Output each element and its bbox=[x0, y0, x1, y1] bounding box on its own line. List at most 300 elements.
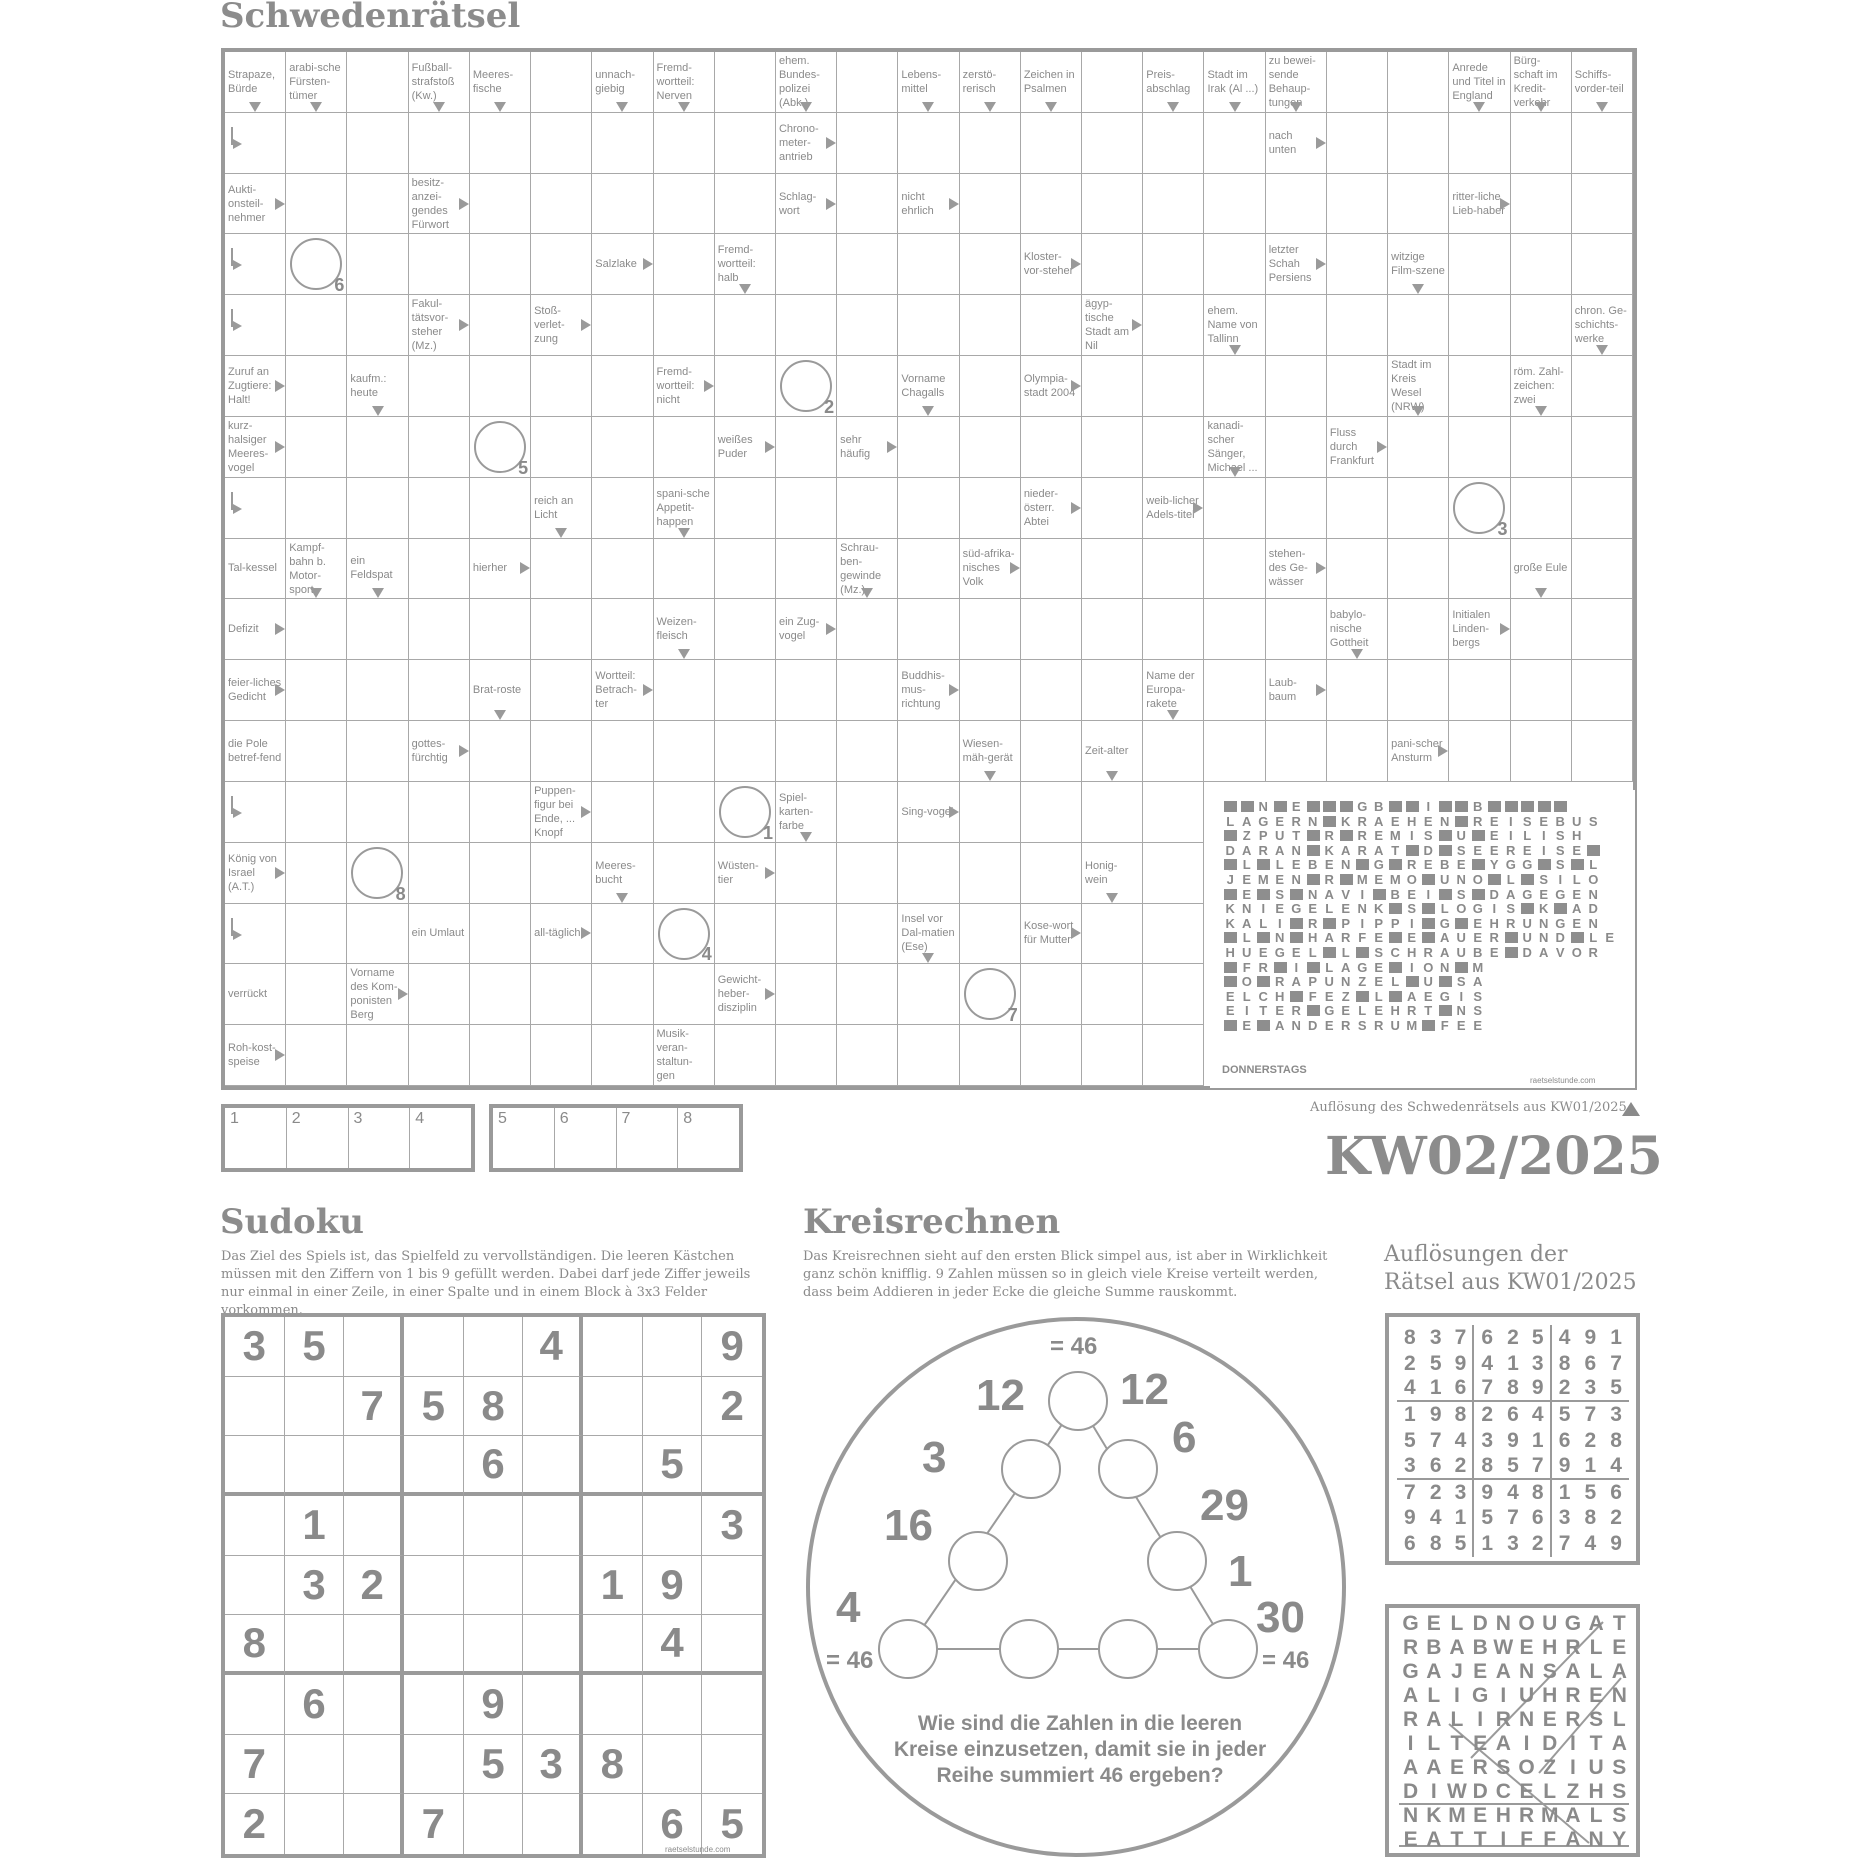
answer-cell[interactable] bbox=[1572, 599, 1633, 660]
sudoku-cell[interactable] bbox=[643, 1317, 703, 1377]
answer-cell[interactable] bbox=[1449, 356, 1510, 417]
answer-cell[interactable] bbox=[898, 721, 959, 782]
answer-cell[interactable] bbox=[1021, 599, 1082, 660]
answer-cell[interactable] bbox=[592, 295, 653, 356]
answer-cell[interactable] bbox=[776, 904, 837, 965]
answer-cell[interactable] bbox=[409, 599, 470, 660]
answer-cell[interactable] bbox=[1449, 113, 1510, 174]
answer-cell[interactable] bbox=[347, 417, 408, 478]
sudoku-cell[interactable] bbox=[643, 1377, 703, 1437]
answer-cell[interactable] bbox=[470, 843, 531, 904]
answer-cell[interactable] bbox=[592, 417, 653, 478]
answer-cell[interactable] bbox=[837, 964, 898, 1025]
answer-cell[interactable] bbox=[347, 843, 408, 904]
answer-cell[interactable] bbox=[1143, 295, 1204, 356]
answer-cell[interactable] bbox=[347, 1025, 408, 1086]
answer-cell[interactable] bbox=[470, 904, 531, 965]
answer-cell[interactable] bbox=[1572, 721, 1633, 782]
answer-cell[interactable] bbox=[776, 417, 837, 478]
answer-cell[interactable] bbox=[1327, 234, 1388, 295]
sudoku-cell[interactable] bbox=[225, 1556, 285, 1616]
answer-cell[interactable] bbox=[1082, 660, 1143, 721]
answer-cell[interactable] bbox=[654, 234, 715, 295]
answer-cell[interactable] bbox=[409, 234, 470, 295]
answer-cell[interactable] bbox=[1572, 113, 1633, 174]
answer-cell[interactable] bbox=[347, 113, 408, 174]
answer-cell[interactable] bbox=[1266, 174, 1327, 235]
sudoku-cell[interactable] bbox=[344, 1615, 404, 1675]
answer-cell[interactable] bbox=[470, 234, 531, 295]
answer-cell[interactable] bbox=[225, 478, 286, 539]
sudoku-cell[interactable] bbox=[344, 1436, 404, 1496]
answer-cell[interactable] bbox=[1204, 478, 1265, 539]
answer-cell[interactable] bbox=[837, 1025, 898, 1086]
answer-cell[interactable] bbox=[347, 599, 408, 660]
answer-cell[interactable] bbox=[531, 539, 592, 600]
answer-cell[interactable] bbox=[1143, 417, 1204, 478]
sudoku-cell[interactable] bbox=[702, 1556, 762, 1616]
answer-cell[interactable] bbox=[592, 1025, 653, 1086]
answer-cell[interactable] bbox=[409, 356, 470, 417]
answer-cell[interactable] bbox=[225, 782, 286, 843]
answer-box-cell[interactable]: 3 bbox=[349, 1108, 411, 1168]
answer-cell[interactable] bbox=[776, 964, 837, 1025]
answer-cell[interactable] bbox=[286, 113, 347, 174]
answer-cell[interactable] bbox=[1204, 660, 1265, 721]
answer-cell[interactable] bbox=[1511, 660, 1572, 721]
answer-cell[interactable] bbox=[470, 295, 531, 356]
answer-cell[interactable] bbox=[1266, 417, 1327, 478]
answer-cell[interactable] bbox=[776, 721, 837, 782]
answer-cell[interactable] bbox=[1327, 539, 1388, 600]
answer-cell[interactable] bbox=[715, 599, 776, 660]
sudoku-cell[interactable] bbox=[464, 1794, 524, 1854]
answer-cell[interactable] bbox=[409, 417, 470, 478]
answer-cell[interactable] bbox=[715, 904, 776, 965]
answer-cell[interactable] bbox=[1449, 478, 1510, 539]
answer-cell[interactable] bbox=[898, 843, 959, 904]
answer-cell[interactable] bbox=[715, 539, 776, 600]
answer-cell[interactable] bbox=[1388, 295, 1449, 356]
answer-cell[interactable] bbox=[1327, 478, 1388, 539]
sudoku-cell[interactable] bbox=[344, 1794, 404, 1854]
answer-cell[interactable] bbox=[1511, 478, 1572, 539]
answer-cell[interactable] bbox=[654, 660, 715, 721]
answer-cell[interactable] bbox=[592, 478, 653, 539]
answer-box-cell[interactable]: 6 bbox=[555, 1108, 617, 1168]
answer-cell[interactable] bbox=[286, 964, 347, 1025]
answer-cell[interactable] bbox=[347, 660, 408, 721]
answer-cell[interactable] bbox=[1572, 539, 1633, 600]
answer-cell[interactable] bbox=[286, 174, 347, 235]
answer-cell[interactable] bbox=[960, 478, 1021, 539]
answer-cell[interactable] bbox=[1143, 174, 1204, 235]
answer-cell[interactable] bbox=[654, 782, 715, 843]
sudoku-cell[interactable] bbox=[285, 1794, 345, 1854]
answer-cell[interactable] bbox=[531, 843, 592, 904]
answer-cell[interactable] bbox=[1082, 113, 1143, 174]
answer-cell[interactable] bbox=[1327, 356, 1388, 417]
answer-cell[interactable] bbox=[1021, 721, 1082, 782]
sudoku-cell[interactable] bbox=[702, 1436, 762, 1496]
answer-cell[interactable] bbox=[286, 782, 347, 843]
answer-cell[interactable] bbox=[531, 1025, 592, 1086]
answer-box-cell[interactable]: 8 bbox=[683, 1110, 693, 1127]
answer-cell[interactable] bbox=[1082, 356, 1143, 417]
answer-cell[interactable] bbox=[960, 113, 1021, 174]
sudoku-cell[interactable] bbox=[523, 1794, 583, 1854]
answer-cell[interactable] bbox=[347, 295, 408, 356]
sudoku-cell[interactable] bbox=[285, 1615, 345, 1675]
answer-cell[interactable] bbox=[776, 356, 837, 417]
answer-cell[interactable] bbox=[1143, 599, 1204, 660]
answer-cell[interactable] bbox=[592, 113, 653, 174]
answer-cell[interactable] bbox=[1021, 174, 1082, 235]
answer-cell[interactable] bbox=[1021, 1025, 1082, 1086]
answer-cell[interactable] bbox=[470, 721, 531, 782]
answer-cell[interactable] bbox=[960, 356, 1021, 417]
answer-cell[interactable] bbox=[592, 721, 653, 782]
answer-box-cell[interactable]: 5 bbox=[493, 1108, 555, 1168]
answer-cell[interactable] bbox=[286, 599, 347, 660]
answer-cell[interactable] bbox=[898, 234, 959, 295]
sudoku-cell[interactable] bbox=[583, 1675, 643, 1735]
sudoku-cell[interactable] bbox=[643, 1496, 703, 1556]
answer-cell[interactable] bbox=[286, 904, 347, 965]
answer-cell[interactable] bbox=[592, 174, 653, 235]
sudoku-cell[interactable] bbox=[583, 1317, 643, 1377]
answer-cell[interactable] bbox=[715, 782, 776, 843]
answer-cell[interactable] bbox=[654, 113, 715, 174]
answer-cell[interactable] bbox=[1388, 52, 1449, 113]
answer-cell[interactable] bbox=[654, 417, 715, 478]
answer-cell[interactable] bbox=[1511, 234, 1572, 295]
answer-cell[interactable] bbox=[286, 478, 347, 539]
answer-cell[interactable] bbox=[409, 1025, 470, 1086]
answer-cell[interactable] bbox=[1082, 417, 1143, 478]
answer-cell[interactable] bbox=[531, 113, 592, 174]
answer-cell[interactable] bbox=[1266, 478, 1327, 539]
sudoku-cell[interactable] bbox=[643, 1735, 703, 1795]
answer-cell[interactable] bbox=[531, 660, 592, 721]
answer-cell[interactable] bbox=[1266, 721, 1327, 782]
sudoku-cell[interactable] bbox=[583, 1794, 643, 1854]
answer-box-cell[interactable]: 4 bbox=[415, 1110, 425, 1127]
answer-cell[interactable] bbox=[470, 1025, 531, 1086]
answer-cell[interactable] bbox=[592, 964, 653, 1025]
answer-cell[interactable] bbox=[837, 721, 898, 782]
answer-cell[interactable] bbox=[1327, 174, 1388, 235]
answer-cell[interactable] bbox=[960, 660, 1021, 721]
sudoku-cell[interactable] bbox=[225, 1436, 285, 1496]
answer-cell[interactable] bbox=[837, 295, 898, 356]
answer-cell[interactable] bbox=[286, 356, 347, 417]
answer-cell[interactable] bbox=[225, 234, 286, 295]
sudoku-cell[interactable] bbox=[344, 1675, 404, 1735]
answer-cell[interactable] bbox=[1327, 721, 1388, 782]
answer-cell[interactable] bbox=[592, 904, 653, 965]
answer-cell[interactable] bbox=[409, 782, 470, 843]
answer-cell[interactable] bbox=[715, 721, 776, 782]
answer-cell[interactable] bbox=[1143, 356, 1204, 417]
sudoku-cell[interactable] bbox=[583, 1377, 643, 1437]
answer-cell[interactable] bbox=[1143, 721, 1204, 782]
sudoku-cell[interactable] bbox=[344, 1735, 404, 1795]
answer-cell[interactable] bbox=[531, 964, 592, 1025]
answer-cell[interactable] bbox=[1266, 356, 1327, 417]
answer-cell[interactable] bbox=[1327, 660, 1388, 721]
answer-cell[interactable] bbox=[470, 478, 531, 539]
sudoku-cell[interactable] bbox=[464, 1615, 524, 1675]
sudoku-cell[interactable] bbox=[404, 1675, 464, 1735]
sudoku-cell[interactable] bbox=[702, 1675, 762, 1735]
answer-cell[interactable] bbox=[225, 113, 286, 174]
answer-cell[interactable] bbox=[1572, 356, 1633, 417]
answer-cell[interactable] bbox=[1449, 539, 1510, 600]
answer-cell[interactable] bbox=[837, 660, 898, 721]
answer-cell[interactable] bbox=[470, 174, 531, 235]
sudoku-cell[interactable] bbox=[285, 1436, 345, 1496]
answer-cell[interactable] bbox=[347, 904, 408, 965]
answer-cell[interactable] bbox=[898, 113, 959, 174]
answer-cell[interactable] bbox=[1449, 295, 1510, 356]
answer-cell[interactable] bbox=[1511, 113, 1572, 174]
answer-cell[interactable] bbox=[960, 417, 1021, 478]
answer-cell[interactable] bbox=[960, 843, 1021, 904]
answer-cell[interactable] bbox=[715, 356, 776, 417]
answer-cell[interactable] bbox=[1388, 113, 1449, 174]
answer-cell[interactable] bbox=[531, 52, 592, 113]
sudoku-cell[interactable] bbox=[464, 1556, 524, 1616]
answer-cell[interactable] bbox=[347, 52, 408, 113]
answer-cell[interactable] bbox=[531, 721, 592, 782]
answer-cell[interactable] bbox=[1511, 417, 1572, 478]
answer-cell[interactable] bbox=[1449, 721, 1510, 782]
answer-cell[interactable] bbox=[715, 113, 776, 174]
answer-cell[interactable] bbox=[1082, 1025, 1143, 1086]
answer-cell[interactable] bbox=[960, 599, 1021, 660]
answer-cell[interactable] bbox=[1204, 721, 1265, 782]
answer-cell[interactable] bbox=[286, 721, 347, 782]
answer-cell[interactable] bbox=[837, 174, 898, 235]
answer-cell[interactable] bbox=[409, 843, 470, 904]
answer-cell[interactable] bbox=[960, 295, 1021, 356]
answer-cell[interactable] bbox=[1572, 234, 1633, 295]
answer-cell[interactable] bbox=[1021, 539, 1082, 600]
answer-cell[interactable] bbox=[1082, 904, 1143, 965]
answer-cell[interactable] bbox=[1327, 113, 1388, 174]
answer-cell[interactable] bbox=[1143, 1025, 1204, 1086]
answer-cell[interactable] bbox=[470, 356, 531, 417]
answer-cell[interactable] bbox=[409, 964, 470, 1025]
answer-cell[interactable] bbox=[1021, 113, 1082, 174]
answer-cell[interactable] bbox=[286, 417, 347, 478]
answer-cell[interactable] bbox=[837, 782, 898, 843]
answer-cell[interactable] bbox=[1449, 234, 1510, 295]
answer-cell[interactable] bbox=[1572, 174, 1633, 235]
sudoku-cell[interactable] bbox=[404, 1556, 464, 1616]
answer-box-right[interactable] bbox=[489, 1104, 743, 1172]
answer-cell[interactable] bbox=[1204, 113, 1265, 174]
sudoku-cell[interactable] bbox=[404, 1436, 464, 1496]
sudoku-cell[interactable] bbox=[225, 1675, 285, 1735]
answer-cell[interactable] bbox=[960, 174, 1021, 235]
sudoku-cell[interactable] bbox=[464, 1496, 524, 1556]
sudoku-cell[interactable] bbox=[523, 1615, 583, 1675]
answer-cell[interactable] bbox=[1572, 417, 1633, 478]
sudoku-cell[interactable] bbox=[344, 1317, 404, 1377]
answer-cell[interactable] bbox=[715, 295, 776, 356]
answer-cell[interactable] bbox=[1082, 539, 1143, 600]
answer-cell[interactable] bbox=[592, 782, 653, 843]
answer-cell[interactable] bbox=[1572, 478, 1633, 539]
answer-cell[interactable] bbox=[837, 113, 898, 174]
answer-cell[interactable] bbox=[1082, 599, 1143, 660]
answer-cell[interactable] bbox=[1143, 904, 1204, 965]
answer-cell[interactable] bbox=[1327, 52, 1388, 113]
answer-cell[interactable] bbox=[1511, 721, 1572, 782]
answer-cell[interactable] bbox=[898, 1025, 959, 1086]
answer-cell[interactable] bbox=[715, 660, 776, 721]
answer-cell[interactable] bbox=[592, 539, 653, 600]
answer-cell[interactable] bbox=[531, 174, 592, 235]
answer-cell[interactable] bbox=[347, 721, 408, 782]
sudoku-cell[interactable] bbox=[583, 1496, 643, 1556]
answer-cell[interactable] bbox=[960, 964, 1021, 1025]
answer-cell[interactable] bbox=[409, 478, 470, 539]
answer-cell[interactable] bbox=[776, 660, 837, 721]
answer-cell[interactable] bbox=[654, 539, 715, 600]
answer-cell[interactable] bbox=[837, 52, 898, 113]
answer-cell[interactable] bbox=[1511, 599, 1572, 660]
answer-cell[interactable] bbox=[531, 417, 592, 478]
answer-cell[interactable] bbox=[898, 539, 959, 600]
sudoku-cell[interactable] bbox=[523, 1496, 583, 1556]
answer-cell[interactable] bbox=[1388, 417, 1449, 478]
answer-cell[interactable] bbox=[898, 295, 959, 356]
answer-cell[interactable] bbox=[898, 964, 959, 1025]
answer-cell[interactable] bbox=[960, 234, 1021, 295]
answer-cell[interactable] bbox=[1021, 782, 1082, 843]
sudoku-cell[interactable] bbox=[464, 1317, 524, 1377]
answer-cell[interactable] bbox=[1511, 295, 1572, 356]
sudoku-cell[interactable] bbox=[285, 1735, 345, 1795]
answer-cell[interactable] bbox=[715, 174, 776, 235]
answer-cell[interactable] bbox=[898, 599, 959, 660]
answer-cell[interactable] bbox=[286, 1025, 347, 1086]
answer-cell[interactable] bbox=[1204, 539, 1265, 600]
answer-cell[interactable] bbox=[592, 599, 653, 660]
answer-cell[interactable] bbox=[654, 174, 715, 235]
answer-cell[interactable] bbox=[898, 478, 959, 539]
sudoku-cell[interactable] bbox=[583, 1436, 643, 1496]
answer-cell[interactable] bbox=[654, 964, 715, 1025]
answer-cell[interactable] bbox=[592, 356, 653, 417]
answer-cell[interactable] bbox=[715, 52, 776, 113]
answer-cell[interactable] bbox=[1572, 660, 1633, 721]
sudoku-cell[interactable] bbox=[285, 1377, 345, 1437]
sudoku-cell[interactable] bbox=[404, 1615, 464, 1675]
answer-cell[interactable] bbox=[1449, 660, 1510, 721]
sudoku-cell[interactable] bbox=[702, 1615, 762, 1675]
answer-cell[interactable] bbox=[715, 478, 776, 539]
answer-cell[interactable] bbox=[347, 782, 408, 843]
sudoku-cell[interactable] bbox=[702, 1735, 762, 1795]
answer-cell[interactable] bbox=[654, 904, 715, 965]
sudoku-cell[interactable] bbox=[583, 1615, 643, 1675]
answer-cell[interactable] bbox=[960, 904, 1021, 965]
answer-cell[interactable] bbox=[1021, 843, 1082, 904]
sudoku-cell[interactable] bbox=[404, 1735, 464, 1795]
answer-cell[interactable] bbox=[1143, 964, 1204, 1025]
answer-cell[interactable] bbox=[1143, 234, 1204, 295]
answer-cell[interactable] bbox=[531, 356, 592, 417]
answer-cell[interactable] bbox=[1143, 539, 1204, 600]
answer-cell[interactable] bbox=[654, 295, 715, 356]
answer-cell[interactable] bbox=[531, 599, 592, 660]
answer-cell[interactable] bbox=[1021, 417, 1082, 478]
sudoku-cell[interactable] bbox=[523, 1436, 583, 1496]
answer-cell[interactable] bbox=[286, 660, 347, 721]
answer-cell[interactable] bbox=[409, 113, 470, 174]
answer-cell[interactable] bbox=[776, 295, 837, 356]
answer-cell[interactable] bbox=[837, 356, 898, 417]
answer-cell[interactable] bbox=[1082, 964, 1143, 1025]
sudoku-cell[interactable] bbox=[404, 1496, 464, 1556]
answer-cell[interactable] bbox=[776, 478, 837, 539]
answer-cell[interactable] bbox=[470, 964, 531, 1025]
answer-cell[interactable] bbox=[1388, 660, 1449, 721]
sudoku-cell[interactable] bbox=[523, 1377, 583, 1437]
answer-cell[interactable] bbox=[1204, 234, 1265, 295]
answer-cell[interactable] bbox=[960, 1025, 1021, 1086]
answer-cell[interactable] bbox=[409, 660, 470, 721]
answer-cell[interactable] bbox=[1021, 295, 1082, 356]
answer-cell[interactable] bbox=[1388, 599, 1449, 660]
sudoku-cell[interactable] bbox=[404, 1317, 464, 1377]
answer-cell[interactable] bbox=[1388, 174, 1449, 235]
answer-cell[interactable] bbox=[225, 295, 286, 356]
answer-cell[interactable] bbox=[470, 417, 531, 478]
answer-cell[interactable] bbox=[1449, 417, 1510, 478]
answer-cell[interactable] bbox=[531, 234, 592, 295]
answer-box-cell[interactable]: 1 bbox=[225, 1108, 287, 1168]
answer-cell[interactable] bbox=[654, 721, 715, 782]
answer-cell[interactable] bbox=[1204, 599, 1265, 660]
answer-box-left[interactable] bbox=[221, 1104, 475, 1172]
answer-cell[interactable] bbox=[286, 295, 347, 356]
sudoku-cell[interactable] bbox=[523, 1675, 583, 1735]
answer-cell[interactable] bbox=[715, 1025, 776, 1086]
answer-cell[interactable] bbox=[225, 904, 286, 965]
sudoku-cell[interactable] bbox=[643, 1675, 703, 1735]
answer-cell[interactable] bbox=[776, 843, 837, 904]
answer-cell[interactable] bbox=[1021, 660, 1082, 721]
answer-cell[interactable] bbox=[960, 782, 1021, 843]
answer-cell[interactable] bbox=[837, 843, 898, 904]
answer-cell[interactable] bbox=[470, 782, 531, 843]
answer-cell[interactable] bbox=[1082, 234, 1143, 295]
answer-cell[interactable] bbox=[347, 174, 408, 235]
answer-cell[interactable] bbox=[654, 843, 715, 904]
answer-cell[interactable] bbox=[1204, 174, 1265, 235]
answer-cell[interactable] bbox=[286, 843, 347, 904]
answer-cell[interactable] bbox=[1266, 599, 1327, 660]
answer-cell[interactable] bbox=[837, 234, 898, 295]
answer-cell[interactable] bbox=[1082, 478, 1143, 539]
answer-cell[interactable] bbox=[1143, 782, 1204, 843]
answer-cell[interactable] bbox=[1204, 356, 1265, 417]
